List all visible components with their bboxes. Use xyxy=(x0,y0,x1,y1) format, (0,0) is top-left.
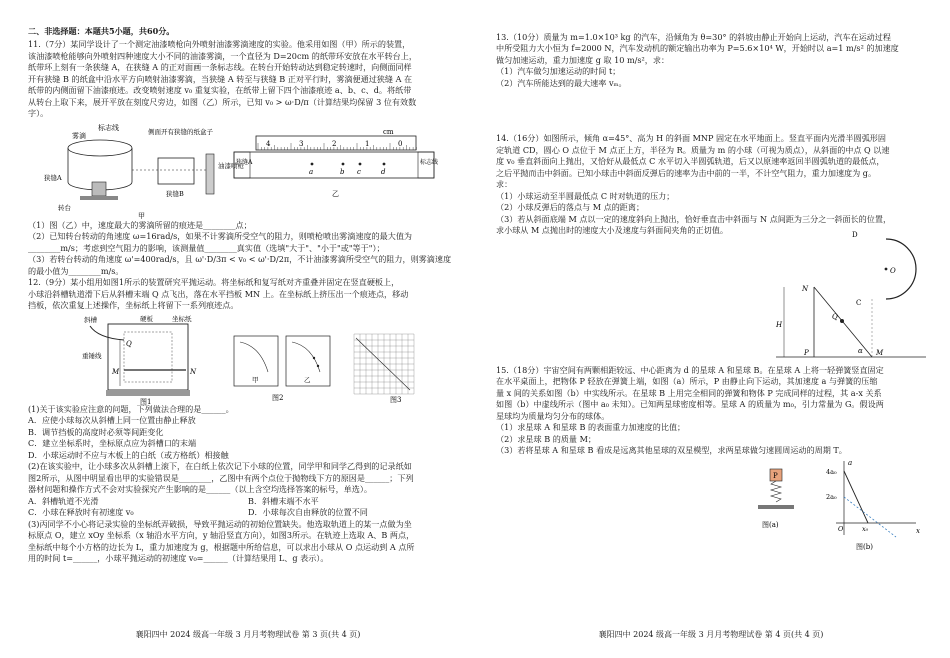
label-fig2: 图2 xyxy=(272,393,284,402)
q12-option: D．小球每次自由释放的位置不同 xyxy=(248,507,368,518)
label-x0: x₀ xyxy=(862,524,869,533)
trace-dot xyxy=(359,162,362,165)
q12-option: B．调节挡板的高度时必须等间距变化 xyxy=(28,426,164,437)
label-yi: 乙 xyxy=(332,189,339,198)
label-ruler-flag: 标志线 xyxy=(420,158,439,166)
label-fig1: 图1 xyxy=(140,397,152,406)
q11-line: 从转台上取下来，展开平放在刻度尺旁边，如图（乙）所示，已知 v₀ > ω·D/π（计算结果均保留 3 位有效数 xyxy=(28,96,417,107)
label-gun: 油漆喷枪 xyxy=(218,161,244,170)
label-mist: 雾滴 xyxy=(72,131,86,140)
q12-q1: (1)关于该实验应注意的问题，下列做法合理的是______。 xyxy=(28,403,234,414)
q12-q2-line: (2)在该实验中，让小球多次从斜槽上滚下，在白纸上依次记下小球的位置，同学甲和同学乙得到的记录纸如 xyxy=(28,461,412,472)
q15-line: 在水平桌面上，把物体 P 轻放在弹簧上端，如图（a）所示，P 由静止向下运动，其加速度 a 与弹簧的压缩 xyxy=(496,376,878,387)
q11-line: 开有狭缝 B 的纸盒中沿水平方向喷射油漆雾滴，当狭缝 A 转至与狭缝 B 正对平行时，雾滴便通过狭缝 A 在 xyxy=(28,73,413,84)
label-slitB: 狭缝B xyxy=(166,189,184,198)
q14-line: （2）小球反弹后的落点与 M 点的距离； xyxy=(496,202,645,213)
label-Q: Q xyxy=(126,339,132,348)
q12-option: D．小球运动时不应与木板上的白纸（或方格纸）相接触 xyxy=(28,449,229,460)
label-N: N xyxy=(190,367,197,376)
q12-option: C．小球在释放时有初速度 v₀ xyxy=(28,507,134,518)
q11-stem xyxy=(28,39,468,119)
label-slitA: 狭缝A xyxy=(44,173,62,182)
q11-sub: ________m/s；考虑到空气阻力的影响，该测量值________真实值（选填"大于"、"小于"或"等于"）； xyxy=(28,242,385,253)
q12-option: A．斜槽轨道不光滑 xyxy=(28,495,99,506)
q11-line: 纸带环上刻有一条狭缝 A，在狭缝 A 的正对面画一条标志线。在转台开始转动达到稳定转速时，向侧面同样 xyxy=(28,62,412,73)
left-page xyxy=(28,0,468,658)
q12-part3 xyxy=(28,519,468,565)
q12-option: C．建立坐标系时，坐标原点应为斜槽口的末端 xyxy=(28,438,197,449)
label-fig-b: 图(b) xyxy=(856,542,873,551)
label-origin: O xyxy=(838,524,844,533)
label-D: D xyxy=(852,230,858,239)
label-O: O xyxy=(890,266,896,275)
q15 xyxy=(496,365,926,457)
q12-line: 12.（9分）某小组用如图1所示的装置研究平抛运动。将坐标纸和复写纸对齐重叠并固定在竖直硬板上， xyxy=(28,277,400,288)
q14-line: （3）若从斜面底端 M 点以一定的速度斜向上抛出，恰好垂直击中斜面与 N 点间距为三分之一斜面长的位置， xyxy=(496,213,892,224)
ruler-num: 4 xyxy=(266,139,271,148)
q13-line: 13.（10分）质量为 m=1.0×10³ kg 的汽车，沿倾角为 θ=30° 的斜坡由静止开始向上运动，汽车在运动过程 xyxy=(496,32,891,42)
trace-dot xyxy=(383,162,386,165)
q15-line: 星球均为质量均匀分布的球体。 xyxy=(496,410,610,421)
q14-line: （1）小球运动至半圆最低点 C 时对轨道的压力； xyxy=(496,190,675,201)
q11-line: 纸带的内侧面留下油漆痕迹。改变喷射速度 v₀ 重复实验，在纸带上留下四个油漆痕迹 a、b、c、d。将纸带 xyxy=(28,85,412,96)
q13 xyxy=(496,32,926,89)
label-paper: 坐标纸 xyxy=(172,314,192,323)
label-jia2: 甲 xyxy=(252,375,259,384)
label-C: C xyxy=(856,298,862,307)
label-ruler-slit: 狭缝A xyxy=(236,158,253,166)
label-yi2: 乙 xyxy=(304,375,311,384)
label-P: P xyxy=(773,471,778,480)
mark-label: b xyxy=(340,167,345,176)
q14-line: 度 v₀ 垂直斜面向上抛出，又恰好从最低点 C 水平切入半圆弧轨道，后又以原速率返回半圆弧轨道的最低点， xyxy=(496,156,885,167)
q11-line: 该油漆喷枪能够向外喷射四种速度大小不同的油漆雾滴，一个直径为 D=20cm 的纸带环安放在水平转台上， xyxy=(28,50,417,61)
label-P: P xyxy=(804,348,809,357)
label-chute: 斜槽 xyxy=(84,315,97,324)
q11-line: 11.（7分）某同学设计了一个测定油漆喷枪向外喷射油漆雾滴速度的实验。他采用如图（甲）所示的装置， xyxy=(28,39,411,50)
q15-line: 如图（b）中虚线所示（图中 a₀ 未知）。已知两星球密度相等。星球 A 的质量为 m₀，引力常量为 G。假设两 xyxy=(496,399,884,410)
q15-figure xyxy=(496,457,926,557)
label-x-axis: x xyxy=(916,526,920,535)
label-fig-a: 图(a) xyxy=(762,520,779,529)
label-flag: 标志线 xyxy=(98,123,119,132)
q12-option: B．斜槽末端不水平 xyxy=(248,495,319,506)
label-4a0: 4a₀ xyxy=(826,467,837,476)
q14-line: 之后平抛而击中斜面。已知小球击中斜面反弹后的速率为击中前的一半，不计空气阻力，重力加速度为 g。 xyxy=(496,167,877,178)
q15-line: （3）若将星球 A 和星球 B 看成是远离其他星球的双星模型，求两星球做匀速圆周运动的周期 T。 xyxy=(496,445,847,456)
label-fig3: 图3 xyxy=(390,395,402,404)
q15-line: 量 x 间的关系如图（b）中实线所示。在星球 B 上用完全相同的弹簧和物体 P 完成同样的过程，其 a-x 关系 xyxy=(496,387,882,398)
label-table: 转台 xyxy=(58,203,71,212)
label-M: M xyxy=(876,348,884,357)
label-2a0: 2a₀ xyxy=(826,492,837,501)
q14-line: 14.（16分）如图所示，倾角 α=45°、高为 H 的斜面 MNP 固定在水平地面上。竖直平面内光滑半圆弧形固 xyxy=(496,133,886,144)
ruler-num: 1 xyxy=(365,139,370,148)
q12-q2-line: 图2所示，从图中明显看出甲的实验错误是________，乙图中有两个点位于抛物线下方的原因是______；下列 xyxy=(28,472,414,483)
q15-line: （2）求星球 B 的质量 M； xyxy=(496,433,596,444)
label-alpha: α xyxy=(858,346,863,355)
q12-stem xyxy=(28,277,468,311)
left-footer: 襄阳四中 2024 级高一年级 3 月月考物理试卷 第 3 页(共 4 页) xyxy=(135,629,361,639)
trace-dot xyxy=(311,162,314,165)
q12-part1 xyxy=(28,404,468,461)
q14-line: 求小球从 M 点抛出时的速度大小及速度与斜面间夹角的正切值。 xyxy=(496,225,728,236)
mark-label: c xyxy=(357,167,361,176)
mark-label: d xyxy=(381,167,386,176)
label-Q: Q xyxy=(832,312,838,321)
q12-q3-line: 用的时间 t=______，小球平抛运动的初速度 v₀=______（计算结果用 L、g 表示）。 xyxy=(28,553,329,564)
q11-sub: （3）若转台转动的角速度 ω'=400rad/s，且 ω'·D/3π < v₀ < ω'·D/2π，不计油漆雾滴所受空气的阻力，则雾滴速度 xyxy=(28,254,452,265)
q12-figures xyxy=(28,312,468,404)
label-box: 侧面开有狭缝的纸盒子 xyxy=(148,127,213,136)
q12-line: 挡板，依次重复上述操作，坐标纸上将留下一系列痕迹点。 xyxy=(28,300,239,311)
q13-line: 中所受阻力大小恒为 f=2000 N，汽车发动机的额定输出功率为 P=5.6×10⁴ W，开始时以 a=1 m/s² 的加速度 xyxy=(496,43,899,54)
q11-figure xyxy=(28,120,468,220)
right-footer: 襄阳四中 2024 级高一年级 3 月月考物理试卷 第 4 页(共 4 页) xyxy=(598,629,824,639)
label-N: N xyxy=(802,284,809,293)
label-jia: 甲 xyxy=(138,211,145,220)
q12-q3-line: 标原点 O，建立 xOy 坐标系（x 轴沿水平方向，y 轴沿竖直方向），如图3所示。在轨迹上选取 A、B 两点， xyxy=(28,530,415,541)
q12-option: A．应使小球每次从斜槽上同一位置由静止释放 xyxy=(28,415,196,426)
q11-sub: （2）已知转台转动的角速度 ω=16rad/s，如果不计雾滴所受空气的阻力，则喷枪喷出雾滴速度的最大值为 xyxy=(28,231,413,242)
q11-subquestions xyxy=(28,220,468,277)
q12-part2 xyxy=(28,461,468,518)
q12-line: 小球沿斜槽轨道滑下后从斜槽末端 Q 点飞出，落在水平挡板 MN 上。在坐标纸上挤压出一个痕迹点，移动 xyxy=(28,288,409,299)
mark-label: a xyxy=(309,167,314,176)
q12-q3-line: (3)丙同学不小心将记录实验的坐标纸弄破损，导致平抛运动的初始位置缺失。他选取轨道上的某一点做为坐 xyxy=(28,518,412,529)
label-H: H xyxy=(776,320,783,329)
q11-line: 字）。 xyxy=(28,108,49,119)
label-cm: cm xyxy=(383,127,394,136)
q13-line: 做匀加速运动，重力加速度 g 取 10 m/s²，求： xyxy=(496,54,670,65)
label-a-axis: a xyxy=(848,458,853,467)
q13-line: （1）汽车做匀加速运动的时间 t； xyxy=(496,66,621,77)
q14-line: 定轨道 CD，圆心 O 点位于 M 点正上方，半径为 R。质量为 m 的小球（可视为质点），从斜面的中点 Q 以速 xyxy=(496,144,890,155)
q14 xyxy=(496,133,926,236)
label-plumb: 重锤线 xyxy=(82,351,102,360)
label-board: 硬板 xyxy=(140,314,153,323)
q15-line: （1）求星球 A 和星球 B 的表面重力加速度的比值； xyxy=(496,422,686,433)
trace-dot xyxy=(342,162,345,165)
q12-q3-line: 坐标纸中每个小方格的边长为 L，重力加速度为 g，根据题中所给信息，可以求出小球从 O 点运动到 A 点所 xyxy=(28,541,415,552)
ruler-num: 3 xyxy=(299,139,304,148)
ruler-num: 2 xyxy=(332,139,337,148)
section-title: 二、非选择题：本题共5小题，共60分。 xyxy=(28,26,175,36)
q13-line: （2）汽车所能达到的最大速率 vₘ。 xyxy=(496,77,627,88)
q14-line: 求： xyxy=(496,179,513,190)
q12-q2-line: 器材问题和操作方式不会对实验探究产生影响的是______（以上含空均选择答案的标号，单选）。 xyxy=(28,484,372,495)
ruler-num: 0 xyxy=(398,139,403,148)
right-page xyxy=(496,0,926,658)
q15-line: 15.（18分）宇宙空间有两颗相距较远、中心距离为 d 的星球 A 和星球 B。在星球 A 上将一轻弹簧竖直固定 xyxy=(496,364,884,375)
q11-sub: （1）图（乙）中，速度最大的雾滴所留的痕迹是________点； xyxy=(28,219,252,230)
q11-sub: 的最小值为________m/s。 xyxy=(28,265,124,276)
label-M: M xyxy=(112,367,120,376)
